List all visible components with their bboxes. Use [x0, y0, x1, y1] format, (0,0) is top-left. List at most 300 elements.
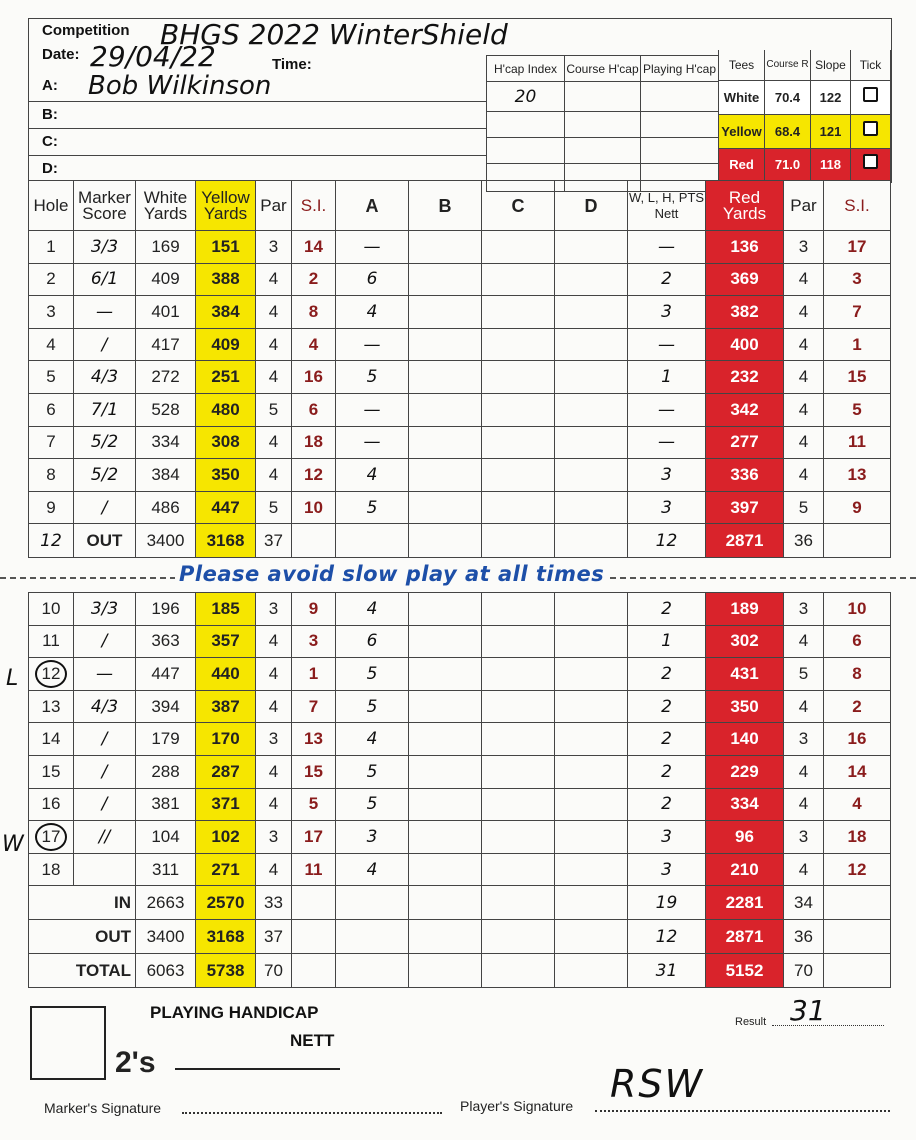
player-c-score[interactable] [482, 328, 555, 361]
hcap-index-a[interactable]: 20 [487, 82, 565, 112]
red-par: 5 [784, 658, 824, 691]
hole-number [29, 658, 74, 691]
player-a-score[interactable]: 6 [336, 263, 409, 296]
player-c-label: C: [42, 133, 58, 150]
points-nett[interactable]: 1 [628, 361, 706, 394]
playing-hcap-header: Playing H'cap [641, 56, 719, 82]
red-stroke-index: 18 [824, 821, 891, 854]
totals-yellow: 2570 [196, 886, 256, 920]
out-marker-total[interactable]: 12 [29, 524, 74, 558]
col-red-par: Par [784, 181, 824, 231]
stroke-index: 16 [292, 361, 336, 394]
tees-table [718, 50, 891, 181]
back-hole-row [29, 853, 891, 886]
hole-number: 3 [29, 296, 74, 329]
player-d-score[interactable] [555, 593, 628, 626]
yellow-yards: 102 [196, 821, 256, 854]
player-c-score[interactable] [482, 296, 555, 329]
stroke-index: 5 [292, 788, 336, 821]
checkbox-icon[interactable] [863, 154, 878, 169]
player-a-score[interactable]: 3 [336, 821, 409, 854]
back-hole-row [29, 788, 891, 821]
player-b-score[interactable] [409, 459, 482, 492]
points-nett[interactable]: 3 [628, 821, 706, 854]
totals-a[interactable] [336, 920, 409, 954]
marker-signature-line[interactable] [182, 1112, 442, 1114]
side-note-hole-17: W [2, 832, 24, 857]
front-hole-row [29, 459, 891, 492]
red-par: 3 [784, 821, 824, 854]
player-b-score[interactable] [409, 723, 482, 756]
player-d-score[interactable] [555, 690, 628, 723]
points-nett[interactable]: 3 [628, 296, 706, 329]
marker-score[interactable]: 3/3 [74, 231, 136, 264]
stroke-index: 15 [292, 755, 336, 788]
par: 3 [256, 821, 292, 854]
totals-b[interactable] [409, 886, 482, 920]
out-yellow-total: 3168 [196, 524, 256, 558]
course-rating-header: Course R [765, 50, 811, 80]
red-yards: 400 [706, 328, 784, 361]
player-a-score[interactable]: 5 [336, 788, 409, 821]
back-hole-row [29, 625, 891, 658]
slow-play-banner: Please avoid slow play at all times [175, 562, 608, 586]
red-stroke-index: 1 [824, 328, 891, 361]
player-d-score[interactable] [555, 393, 628, 426]
player-d-score[interactable] [555, 328, 628, 361]
marker-score[interactable]: 4/3 [74, 690, 136, 723]
red-yards: 382 [706, 296, 784, 329]
handicap-table [486, 55, 719, 192]
marker-score[interactable]: — [74, 296, 136, 329]
player-a-score[interactable]: 4 [336, 459, 409, 492]
red-yards: 189 [706, 593, 784, 626]
player-d-score[interactable] [555, 491, 628, 524]
white-yards: 409 [136, 263, 196, 296]
player-signature-value[interactable]: RSW [610, 1062, 705, 1106]
playing-hcap-c[interactable] [641, 138, 719, 164]
red-yards: 369 [706, 263, 784, 296]
player-d-score[interactable] [555, 459, 628, 492]
totals-label: TOTAL [29, 954, 136, 988]
player-c-score[interactable] [482, 755, 555, 788]
player-a-score[interactable]: 5 [336, 491, 409, 524]
white-yards: 384 [136, 459, 196, 492]
hole-circle: 12 [35, 660, 67, 688]
player-signature-line[interactable] [595, 1110, 890, 1112]
stroke-index: 12 [292, 459, 336, 492]
col-si: S.I. [292, 181, 336, 231]
marker-score[interactable]: — [74, 658, 136, 691]
red-par: 4 [784, 853, 824, 886]
totals-par: 33 [256, 886, 292, 920]
col-c: C [482, 181, 555, 231]
marker-score[interactable]: 6/1 [74, 263, 136, 296]
front-hole-row [29, 231, 891, 264]
player-b-score[interactable] [409, 393, 482, 426]
player-a-score[interactable]: — [336, 393, 409, 426]
tee-red-tick[interactable] [851, 148, 891, 180]
hcap-index-b[interactable] [487, 112, 565, 138]
back-hole-row [29, 658, 891, 691]
hole-number [29, 821, 74, 854]
points-nett[interactable]: 2 [628, 755, 706, 788]
totals-row [29, 920, 891, 954]
par: 4 [256, 361, 292, 394]
hcap-index-c[interactable] [487, 138, 565, 164]
front-hole-row [29, 426, 891, 459]
totals-row [29, 886, 891, 920]
points-nett[interactable]: — [628, 426, 706, 459]
out-red-total: 2871 [706, 524, 784, 558]
player-c-score[interactable] [482, 231, 555, 264]
player-c-score[interactable] [482, 788, 555, 821]
points-nett[interactable]: — [628, 328, 706, 361]
red-stroke-index: 8 [824, 658, 891, 691]
yellow-yards: 151 [196, 231, 256, 264]
checkbox-icon[interactable] [863, 121, 878, 136]
player-b-score[interactable] [409, 491, 482, 524]
back-hole-row [29, 593, 891, 626]
par: 4 [256, 328, 292, 361]
competition-label: Competition [42, 22, 130, 39]
player-b-score[interactable] [409, 328, 482, 361]
player-a-score[interactable]: — [336, 231, 409, 264]
hole-number: 5 [29, 361, 74, 394]
red-yards: 334 [706, 788, 784, 821]
points-nett[interactable]: 2 [628, 723, 706, 756]
yellow-yards: 251 [196, 361, 256, 394]
totals-d[interactable] [555, 920, 628, 954]
red-par: 4 [784, 296, 824, 329]
player-c-score[interactable] [482, 491, 555, 524]
player-c-score[interactable] [482, 426, 555, 459]
red-par: 4 [784, 393, 824, 426]
par: 5 [256, 491, 292, 524]
white-yards: 417 [136, 328, 196, 361]
player-b-score[interactable] [409, 853, 482, 886]
points-nett[interactable]: 3 [628, 491, 706, 524]
slope-header: Slope [811, 50, 851, 80]
red-stroke-index: 17 [824, 231, 891, 264]
totals-points[interactable]: 12 [628, 920, 706, 954]
white-yards: 381 [136, 788, 196, 821]
marker-score[interactable] [74, 853, 136, 886]
red-stroke-index: 7 [824, 296, 891, 329]
red-par: 4 [784, 788, 824, 821]
red-par: 3 [784, 231, 824, 264]
white-yards: 334 [136, 426, 196, 459]
points-nett[interactable]: 2 [628, 658, 706, 691]
marker-score[interactable]: // [74, 821, 136, 854]
player-b-score[interactable] [409, 593, 482, 626]
player-d-score[interactable] [555, 625, 628, 658]
white-yards: 528 [136, 393, 196, 426]
tee-white-tick[interactable] [851, 80, 891, 114]
player-a-score[interactable]: 4 [336, 853, 409, 886]
points-nett[interactable]: — [628, 231, 706, 264]
player-d-score[interactable] [555, 263, 628, 296]
player-d-score[interactable] [555, 426, 628, 459]
player-a-score[interactable]: 5 [336, 361, 409, 394]
playing-hcap-a[interactable] [641, 82, 719, 112]
player-b-score[interactable] [409, 361, 482, 394]
points-nett[interactable]: 2 [628, 593, 706, 626]
playing-handicap-label: PLAYING HANDICAP [150, 1003, 319, 1022]
points-nett[interactable]: 3 [628, 459, 706, 492]
out-points-total[interactable]: 12 [628, 524, 706, 558]
points-nett[interactable]: 1 [628, 625, 706, 658]
red-yards: 342 [706, 393, 784, 426]
red-stroke-index: 13 [824, 459, 891, 492]
marker-score[interactable]: 4/3 [74, 361, 136, 394]
player-b-score[interactable] [409, 658, 482, 691]
nett-label: NETT [290, 1031, 335, 1050]
hole-number: 18 [29, 853, 74, 886]
white-yards: 401 [136, 296, 196, 329]
back-nine-table [28, 592, 891, 988]
player-b-score[interactable] [409, 426, 482, 459]
totals-red: 2871 [706, 920, 784, 954]
yellow-yards: 440 [196, 658, 256, 691]
points-nett[interactable]: 3 [628, 853, 706, 886]
player-a-score[interactable]: 6 [336, 625, 409, 658]
tick-header: Tick [851, 50, 891, 80]
player-a-score[interactable]: 4 [336, 723, 409, 756]
player-c-score[interactable] [482, 459, 555, 492]
player-d-score[interactable] [555, 231, 628, 264]
player-a-label: A: [42, 77, 58, 94]
stroke-index: 4 [292, 328, 336, 361]
competition-value[interactable]: BHGS 2022 WinterShield [160, 18, 508, 51]
yellow-yards: 384 [196, 296, 256, 329]
checkbox-icon[interactable] [863, 87, 878, 102]
player-d-score[interactable] [555, 361, 628, 394]
totals-yellow: 5738 [196, 954, 256, 988]
player-d-score[interactable] [555, 296, 628, 329]
player-d-score[interactable] [555, 723, 628, 756]
front-hole-row [29, 361, 891, 394]
player-a-score[interactable]: — [336, 426, 409, 459]
tee-white-rating: 70.4 [765, 80, 811, 114]
out-red-si-blank [824, 524, 891, 558]
red-yards: 336 [706, 459, 784, 492]
points-nett[interactable]: — [628, 393, 706, 426]
totals-points[interactable]: 19 [628, 886, 706, 920]
totals-c[interactable] [482, 886, 555, 920]
col-d: D [555, 181, 628, 231]
marker-score[interactable]: / [74, 788, 136, 821]
red-par: 4 [784, 426, 824, 459]
white-yards: 104 [136, 821, 196, 854]
marker-score[interactable]: 5/2 [74, 426, 136, 459]
totals-c[interactable] [482, 954, 555, 988]
col-red-yards: Red Yards [706, 181, 784, 231]
points-nett[interactable]: 2 [628, 788, 706, 821]
stroke-index: 9 [292, 593, 336, 626]
front-hole-row [29, 296, 891, 329]
player-a-score[interactable]: 4 [336, 296, 409, 329]
totals-si-blank [292, 886, 336, 920]
hole-number: 8 [29, 459, 74, 492]
player-b-score[interactable] [409, 755, 482, 788]
marker-score[interactable]: 5/2 [74, 459, 136, 492]
red-yards: 302 [706, 625, 784, 658]
red-par: 4 [784, 459, 824, 492]
player-d-score[interactable] [555, 755, 628, 788]
player-b-score[interactable] [409, 263, 482, 296]
out-a-total[interactable] [336, 524, 409, 558]
par: 4 [256, 853, 292, 886]
totals-a[interactable] [336, 886, 409, 920]
totals-row [29, 954, 891, 988]
course-hcap-a[interactable] [565, 82, 641, 112]
player-d-score[interactable] [555, 853, 628, 886]
marker-score[interactable]: / [74, 723, 136, 756]
tee-white-slope: 122 [811, 80, 851, 114]
red-stroke-index: 10 [824, 593, 891, 626]
player-b-score[interactable] [409, 788, 482, 821]
col-a: A [336, 181, 409, 231]
red-yards: 431 [706, 658, 784, 691]
player-a-name[interactable]: Bob Wilkinson [88, 71, 272, 101]
player-lines [28, 71, 486, 182]
marker-score[interactable]: / [74, 625, 136, 658]
red-yards: 350 [706, 690, 784, 723]
hole-number: 1 [29, 231, 74, 264]
player-c-score[interactable] [482, 658, 555, 691]
player-c-score[interactable] [482, 593, 555, 626]
totals-red-si-blank [824, 886, 891, 920]
out-d-total[interactable] [555, 524, 628, 558]
tee-white-name: White [719, 80, 765, 114]
playing-hcap-b[interactable] [641, 112, 719, 138]
totals-points[interactable]: 31 [628, 954, 706, 988]
player-a-score[interactable]: 5 [336, 755, 409, 788]
player-c-score[interactable] [482, 625, 555, 658]
date-value[interactable]: 29/04/22 [90, 40, 216, 73]
par: 4 [256, 459, 292, 492]
stroke-index: 6 [292, 393, 336, 426]
marker-score[interactable]: 7/1 [74, 393, 136, 426]
player-d-score[interactable] [555, 658, 628, 691]
player-b-score[interactable] [409, 625, 482, 658]
player-a-score[interactable]: — [336, 328, 409, 361]
white-yards: 272 [136, 361, 196, 394]
player-a-score[interactable]: 5 [336, 658, 409, 691]
stroke-index: 14 [292, 231, 336, 264]
player-c-score[interactable] [482, 263, 555, 296]
marker-score[interactable]: / [74, 328, 136, 361]
nett-underline [175, 1068, 340, 1070]
red-par: 4 [784, 328, 824, 361]
out-white-total: 3400 [136, 524, 196, 558]
player-c-score[interactable] [482, 361, 555, 394]
tees-header: Tees [719, 50, 765, 80]
back-hole-row [29, 755, 891, 788]
player-d-score[interactable] [555, 821, 628, 854]
totals-d[interactable] [555, 886, 628, 920]
back-hole-row [29, 723, 891, 756]
player-b-score[interactable] [409, 231, 482, 264]
stroke-index: 7 [292, 690, 336, 723]
out-c-total[interactable] [482, 524, 555, 558]
col-marker-score: Marker Score [74, 181, 136, 231]
par: 5 [256, 393, 292, 426]
player-c-score[interactable] [482, 853, 555, 886]
red-yards: 232 [706, 361, 784, 394]
player-d-score[interactable] [555, 788, 628, 821]
twos-box[interactable] [30, 1006, 106, 1080]
back-hole-row [29, 690, 891, 723]
out-red-par-total: 36 [784, 524, 824, 558]
player-a-score[interactable]: 5 [336, 690, 409, 723]
par: 4 [256, 788, 292, 821]
player-b-score[interactable] [409, 296, 482, 329]
player-c-score[interactable] [482, 690, 555, 723]
stroke-index: 3 [292, 625, 336, 658]
player-a-score[interactable]: 4 [336, 593, 409, 626]
marker-score[interactable]: / [74, 755, 136, 788]
totals-b[interactable] [409, 920, 482, 954]
player-c-score[interactable] [482, 393, 555, 426]
player-b-score[interactable] [409, 690, 482, 723]
points-nett[interactable]: 2 [628, 690, 706, 723]
marker-score[interactable]: / [74, 491, 136, 524]
red-yards: 277 [706, 426, 784, 459]
result-value[interactable]: 31 [790, 994, 826, 1027]
par: 4 [256, 755, 292, 788]
white-yards: 486 [136, 491, 196, 524]
col-b: B [409, 181, 482, 231]
totals-red: 2281 [706, 886, 784, 920]
par: 3 [256, 231, 292, 264]
tee-yellow-tick[interactable] [851, 114, 891, 148]
totals-a[interactable] [336, 954, 409, 988]
player-b-score[interactable] [409, 821, 482, 854]
totals-c[interactable] [482, 920, 555, 954]
hole-number: 7 [29, 426, 74, 459]
player-c-score[interactable] [482, 723, 555, 756]
totals-d[interactable] [555, 954, 628, 988]
yellow-yards: 170 [196, 723, 256, 756]
par: 4 [256, 426, 292, 459]
course-hcap-c[interactable] [565, 138, 641, 164]
red-stroke-index: 11 [824, 426, 891, 459]
player-c-score[interactable] [482, 821, 555, 854]
red-stroke-index: 12 [824, 853, 891, 886]
tee-yellow-name: Yellow [719, 114, 765, 148]
red-stroke-index: 14 [824, 755, 891, 788]
marker-score[interactable]: 3/3 [74, 593, 136, 626]
back-hole-row [29, 821, 891, 854]
out-b-total[interactable] [409, 524, 482, 558]
out-label: OUT [74, 524, 136, 558]
totals-red-si-blank [824, 954, 891, 988]
course-hcap-b[interactable] [565, 112, 641, 138]
red-yards: 96 [706, 821, 784, 854]
col-hole: Hole [29, 181, 74, 231]
points-nett[interactable]: 2 [628, 263, 706, 296]
yellow-yards: 447 [196, 491, 256, 524]
result-label: Result [735, 1016, 767, 1028]
twos-label: 2's [115, 1046, 156, 1079]
stroke-index: 11 [292, 853, 336, 886]
totals-b[interactable] [409, 954, 482, 988]
player-b-label: B: [42, 106, 58, 123]
totals-red-par: 36 [784, 920, 824, 954]
hole-number: 9 [29, 491, 74, 524]
